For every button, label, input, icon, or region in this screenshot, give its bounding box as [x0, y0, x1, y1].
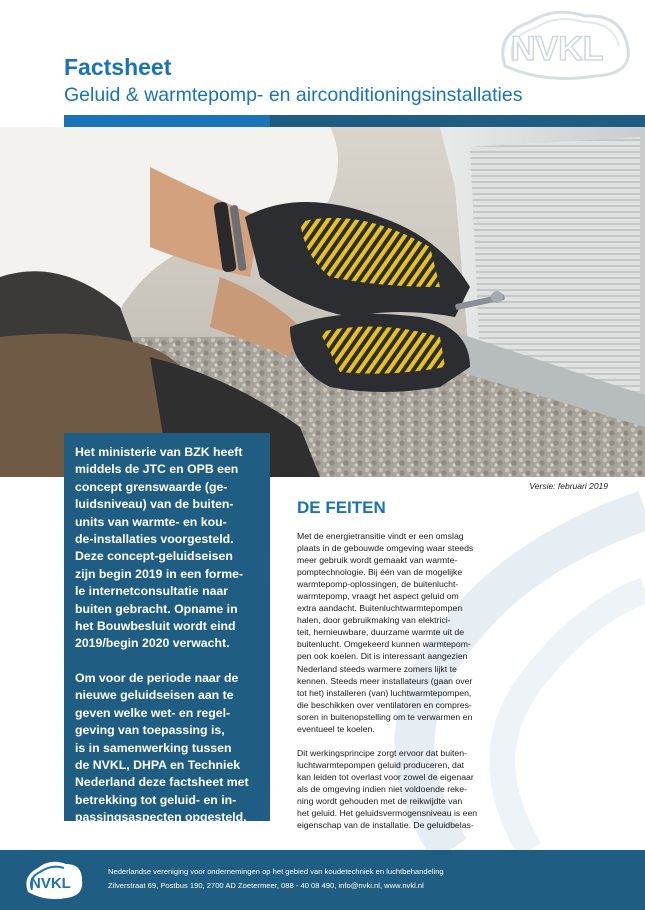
svg-text:NVKL: NVKL — [30, 875, 71, 892]
header-rule-teal — [270, 115, 645, 127]
page-subtitle: Geluid & warmtepomp- en airconditioningsinstallaties — [64, 84, 523, 106]
header-rule-blue — [64, 115, 270, 127]
version-label: Versie: februari 2019 — [529, 481, 608, 491]
svg-text:NVKL: NVKL — [511, 30, 604, 68]
technician-installing-outdoor-unit-photo — [0, 127, 645, 477]
intro-box — [64, 433, 270, 825]
footer-address: Zilverstraat 69, Postbus 190, 2700 AD Zoetermeer, 088 - 40 08 490, info@nvki.nl, www.nvkl.nl — [108, 881, 424, 890]
intro-paragraph-2: Om voor de periode naar de nieuwe geluidseisen aan te geven welke wet- en regel- geving van toepassing is, is in samenwerking tussen de NVKL, DHPA en Techniek Nederland deze factsheet met betrekking tot geluid- en in- passingsaspecten opgesteld. — [75, 670, 249, 825]
footer — [0, 850, 645, 910]
footer-organisation: Nederlandse vereniging voor ondernemingen op het gebied van koudetechniek en luchtbehandeling — [108, 867, 444, 876]
intro-paragraph-1: Het ministerie van BZK heeft middels de JTC en OPB een concept grenswaarde (ge- luidsniveau) van de buiten- units van warmte- en kou- de-installaties voorgesteld. Deze concept-geluidseisen zijn begin 2019 in een forme- le internetconsultatie naar buiten gebracht. Opname in het Bouwbesluit wordt eind 2019/begin 2020 verwacht. — [75, 445, 244, 651]
facts-paragraph-1: Met de energietransitie vindt er een omslag plaats in de gebouwde omgeving waar steeds meer gebruik wordt gemaakt van warmte- pomptechnologie. Bij één van de mogelijke warmtepomp-oplossingen, de buitenlucht- warmtepomp, vraagt het aspect geluid om extra aandacht. Buitenluchtwarmtepompen halen, door gebruikmaking van elektrici- teit, hernieuwbare, duurzame warmte uit de buitenlucht. Omgekeerd kunnen warmtepom- pen ook koelen. Dit is interessant aangezien Nederland steeds warmere zomers lijkt te kennen. Steeds meer installateurs (gaan over tot het) installeren (van) luchtwarmtepompen, die beschikken over ventilatoren en compres- soren in buitenopstelling om te verwarmen en eventueel te koelen. — [297, 531, 474, 734]
page-title: Factsheet — [64, 54, 172, 80]
facts-heading: DE FEITEN — [297, 498, 386, 517]
facts-body — [297, 530, 617, 831]
nvkl-watermark-logo — [485, 4, 635, 84]
facts-paragraph-2: Dit werkingsprincipe zorgt ervoor dat buiten- luchtwarmtepompen geluid produceren, dat kan leiden tot overlast voor zowel de eigenaar als de omgeving indien niet voldoende reke- ning wordt gehouden met de reikwijdte van het geluid. Het geluidsvermogensniveau is een eigenschap van de installatie. De geluidbelas- — [297, 747, 478, 831]
nvkl-footer-logo — [20, 856, 86, 904]
